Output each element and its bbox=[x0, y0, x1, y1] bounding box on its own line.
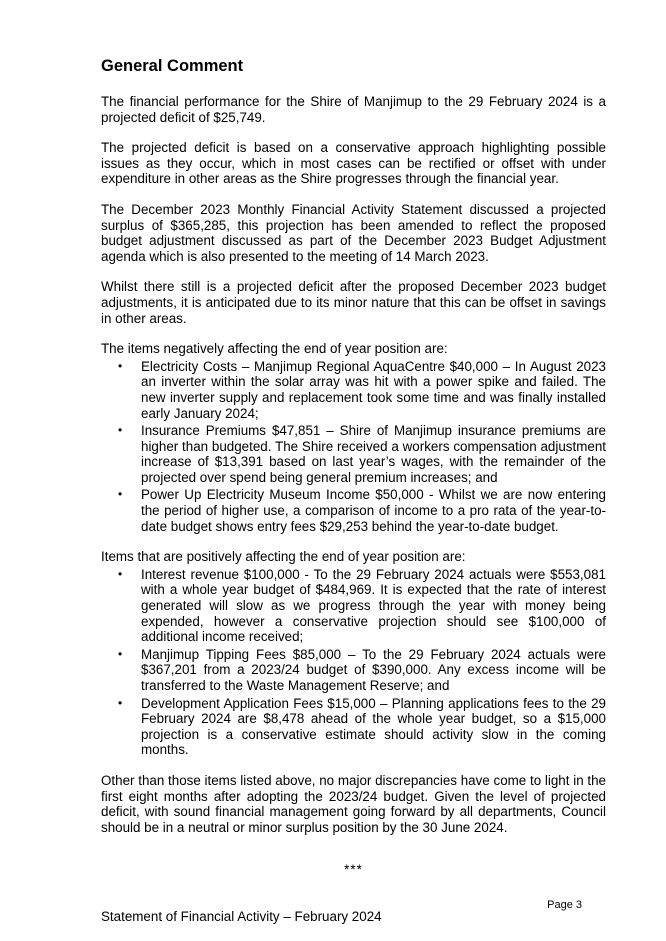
list-item bbox=[101, 359, 606, 421]
bullet-icon: • bbox=[118, 487, 123, 502]
list-item-text: Electricity Costs – Manjimup Regional AquaCentre $40,000 – In August 2023 an inverter within the solar array was hit with a power spike and failed. The new inverter supply and replacement took some time and was finally installed early January 2024; bbox=[141, 358, 606, 421]
list-item-text: Power Up Electricity Museum Income $50,000 - Whilst we are now entering the period of higher use, a comparison of income to a pro rata of the year-to-date budget shows entry fees $29,253 behind the year-to-date budget. bbox=[141, 487, 606, 534]
list-item bbox=[101, 423, 606, 485]
positive-items-list bbox=[101, 567, 606, 758]
page-number: Page 3 bbox=[547, 899, 582, 911]
bullet-icon: • bbox=[118, 423, 123, 438]
paragraph-projected-deficit: The financial performance for the Shire of Manjimup to the 29 February 2024 is a projected deficit of $25,749. bbox=[101, 94, 606, 125]
list-item bbox=[101, 696, 606, 758]
list-item-text: Manjimup Tipping Fees $85,000 – To the 29 February 2024 actuals were $367,201 from a 2023/24 budget of $390,000. Any excess income will be transferred to the Waste Management Reserve; and bbox=[141, 646, 606, 693]
bullet-icon: • bbox=[118, 358, 123, 373]
bullet-icon: • bbox=[118, 646, 123, 661]
list-item-text: Development Application Fees $15,000 – Planning applications fees to the 29 February 2024 are $8,478 ahead of the whole year budget, so a $15,000 projection is a conservative estimate should activity slow in the coming months. bbox=[141, 695, 606, 758]
paragraph-december-statement: The December 2023 Monthly Financial Activity Statement discussed a projected surplus of $365,285, this projection has been amended to reflect the proposed budget adjustment discussed as part of the December 2023 Budget Adjustment agenda which is also presented to the meeting of 14 March 2023. bbox=[101, 201, 606, 264]
bullet-icon: • bbox=[118, 566, 123, 581]
list-item bbox=[101, 647, 606, 694]
list-item-text: Insurance Premiums $47,851 – Shire of Manjimup insurance premiums are higher than budgeted. The Shire received a workers compensation adjustment increase of $13,391 based on last year’s wages, with the remainder of the projected over spend being general premium increases; and bbox=[141, 423, 606, 485]
negative-items-list bbox=[101, 359, 606, 535]
list-item bbox=[101, 567, 606, 645]
end-marker: *** bbox=[344, 862, 363, 878]
positive-items-intro: Items that are positively affecting the end of year position are: bbox=[101, 549, 466, 565]
bullet-icon: • bbox=[118, 695, 123, 710]
section-heading: General Comment bbox=[101, 57, 244, 75]
paragraph-conservative-approach: The projected deficit is based on a conservative approach highlighting possible issues as they occur, which in most cases can be rectified or offset with under expenditure in other areas as the Shire progresses through the financial year. bbox=[101, 140, 606, 187]
page-footer: Statement of Financial Activity – February 2024 bbox=[101, 909, 382, 924]
document-body bbox=[101, 56, 606, 877]
closing-paragraph: Other than those items listed above, no major discrepancies have come to light in the first eight months after adopting the 2023/24 budget. Given the level of projected deficit, with sound financial management going forward by all departments, Council should be in a neutral or minor surplus position by the 30 June 2024. bbox=[101, 772, 606, 835]
negative-items-intro: The items negatively affecting the end of year position are: bbox=[101, 341, 448, 357]
paragraph-deficit-offset: Whilst there still is a projected deficit after the proposed December 2023 budget adjustments, it is anticipated due to its minor nature that this can be offset in savings in other areas. bbox=[101, 279, 606, 326]
list-item bbox=[101, 487, 606, 534]
list-item-text: Interest revenue $100,000 - To the 29 February 2024 actuals were $553,081 with a whole year budget of $484,969. It is expected that the rate of interest generated will slow as we progress through the year with money being expended, however a conservative projection should see $100,000 of additional income received; bbox=[141, 566, 606, 645]
